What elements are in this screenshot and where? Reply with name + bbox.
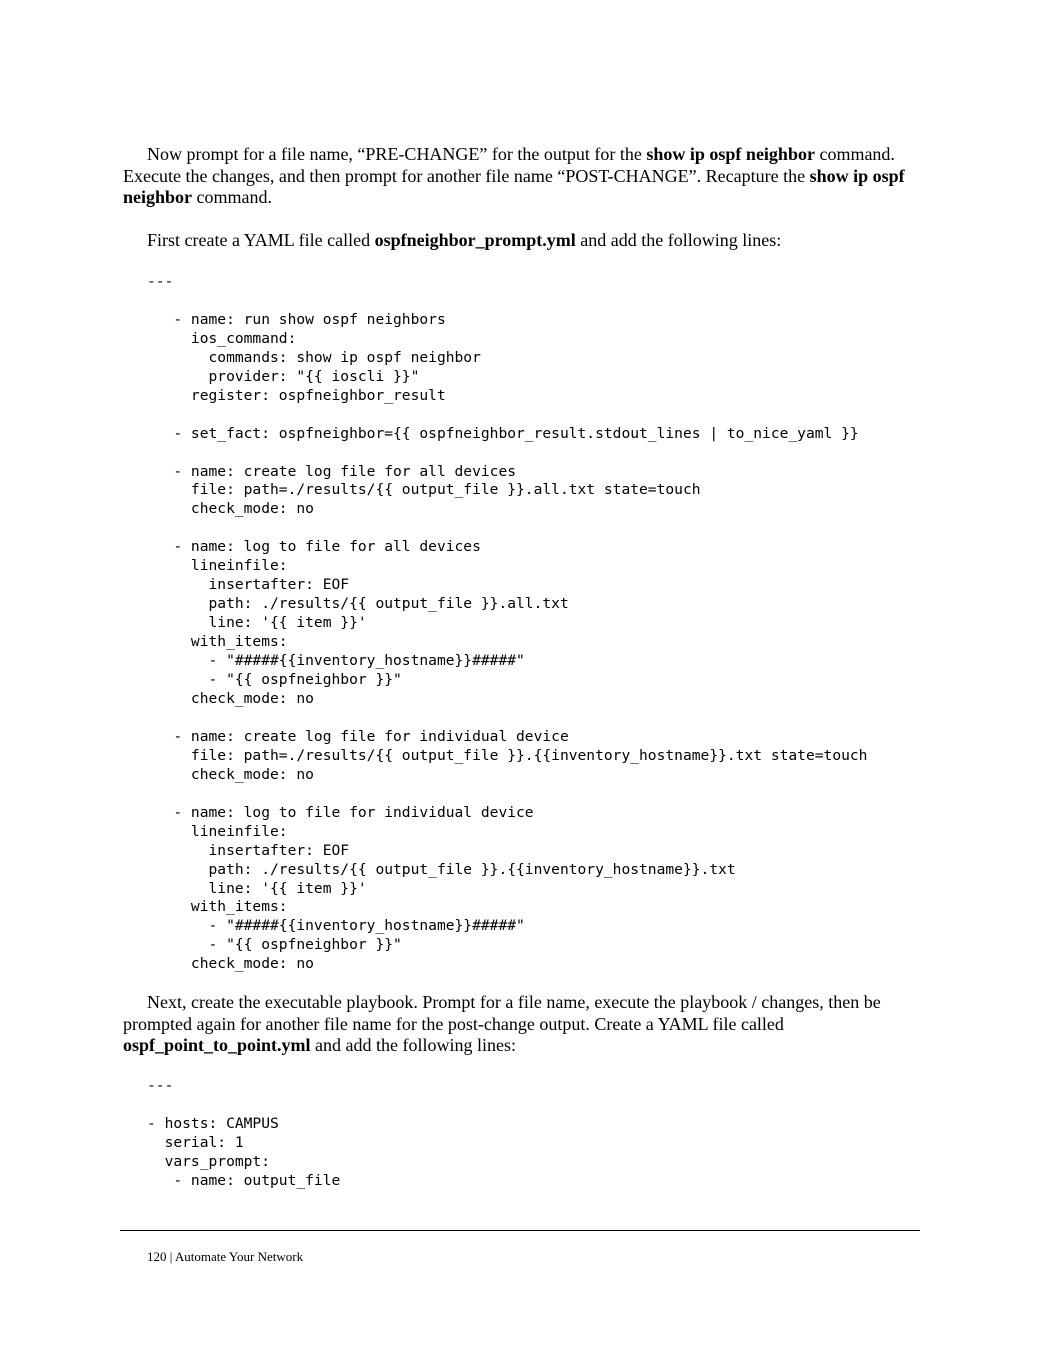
paragraph-text: First create a YAML file called (147, 230, 375, 250)
paragraph-text: command. Execute the changes, and then prompt for another file name “POST-CHANGE”. Recapture the (123, 144, 895, 186)
page-footer: 120 | Automate Your Network (147, 1249, 304, 1264)
filename-bold: ospf_point_to_point.yml (123, 1035, 311, 1055)
command-bold: show ip ospf neighbor (646, 144, 815, 164)
filename-bold: ospfneighbor_prompt.yml (374, 230, 576, 250)
footer-divider (120, 1230, 920, 1231)
paragraph-text: Now prompt for a file name, “PRE-CHANGE” for the output for the (147, 144, 647, 164)
yaml-file-paragraph (123, 230, 923, 252)
paragraph-text: and add the following lines: (575, 230, 782, 250)
paragraph-text: Next, create the executable playbook. Prompt for a file name, execute the playbook / changes, then be prompted again for another file name for the post-change output. Create a YAML file called (123, 992, 881, 1034)
playbook-paragraph (123, 992, 923, 1057)
code-block-ospf-point-to-point: --- - hosts: CAMPUS serial: 1 vars_prompt: - name: output_file (147, 1077, 341, 1189)
paragraph-text: command. (192, 187, 272, 207)
intro-paragraph (123, 144, 923, 209)
code-block-ospfneighbor-prompt: --- - name: run show ospf neighbors ios_command: commands: show ip ospf neighbor provider: "{{ ioscli }}" register: ospfneighbor_result - set_fact: ospfneighbor={{ ospfneighbor_result.stdout_lines | to_nice_yaml }} - name: create log file for all devices file: path=./results/{{ output_file }}.all.txt state=touch check_mode: no - name: log to file for all devices lineinfile: insertafter: EOF path: ./results/{{ output_file }}.all.txt line: '{{ item }}' with_items: - "#####{{inventory_hostname}}#####" - "{{ ospfneighbor }}" check_mode: no - name: create log file for individual device file: path=./results/{{ output_file }}.{{inventory_hostname}}.txt state=touch check_mode: no - name: log to file for individual device lineinfile: insertafter: EOF path: ./results/{{ output_file }}.{{inventory_hostname}}.txt line: '{{ item }}' with_items: - "#####{{inventory_hostname}}#####" - "{{ ospfneighbor }}" check_mode: no (147, 273, 868, 973)
paragraph-text: and add the following lines: (310, 1035, 517, 1055)
command-bold: show ip ospf neighbor (123, 165, 905, 207)
